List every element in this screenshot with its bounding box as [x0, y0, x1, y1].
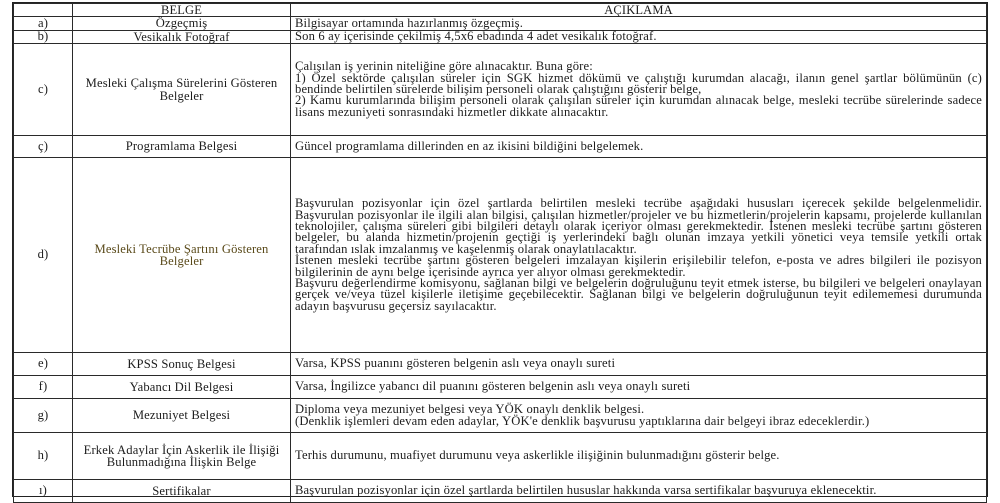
- table-row: [14, 30, 987, 44]
- table-row: [14, 158, 987, 353]
- row-key: c): [14, 44, 73, 136]
- table-row: [14, 480, 987, 503]
- aciklama-paragraph: 1) Özel sektörde çalışılan süreler için SGK hizmet dökümü ve çalıştığı kurumdan alacağı, ilanın genel şartlar bölümünün (c) bendinde belirtilen sürelerde bilişim personeli olarak çalıştığını gösterir belge,: [295, 70, 982, 96]
- table-header-row: [14, 4, 987, 17]
- row-belge: Mesleki Tecrübe Şartını Gösteren Belgeler: [73, 158, 291, 353]
- table-row: [14, 353, 987, 376]
- row-key: e): [14, 353, 73, 376]
- aciklama-paragraph: Güncel programlama dillerinden en az ikisini bildiğini belgelemek.: [295, 138, 644, 153]
- row-key: b): [14, 30, 73, 44]
- required-documents-table: [13, 3, 987, 503]
- row-belge: KPSS Sonuç Belgesi: [73, 353, 291, 376]
- aciklama-paragraph: Varsa, İngilizce yabancı dil puanını gösteren belgenin aslı veya onaylı sureti: [295, 379, 691, 394]
- aciklama-paragraph: Son 6 ay içerisinde çekilmiş 4,5x6 ebadında 4 adet vesikalık fotoğraf.: [295, 29, 657, 44]
- row-aciklama: [291, 136, 987, 158]
- row-belge: Özgeçmiş: [73, 17, 291, 31]
- aciklama-paragraph: (Denklik işlemleri devam eden adaylar, YÖK'e denklik başvurusu yaptıklarına dair belgeyi ibraz edeceklerdir.): [295, 413, 870, 428]
- aciklama-paragraph: Başvurulan pozisyonlar için özel şartlarda belirtilen hususlar hakkında varsa sertifikalar başvuruya eklenecektir.: [295, 483, 877, 498]
- table-row: [14, 136, 987, 158]
- aciklama-paragraph: Terhis durumunu, muafiyet durumunu veya askerlikle ilişiğinin bulunmadığını gösterir belge.: [295, 448, 780, 463]
- row-key: ı): [14, 480, 73, 503]
- aciklama-paragraph: Çalışılan iş yerinin niteliğine göre alınacaktır. Buna göre:: [295, 59, 593, 74]
- row-belge: Yabancı Dil Belgesi: [73, 376, 291, 399]
- row-belge: Mezuniyet Belgesi: [73, 399, 291, 433]
- header-belge: BELGE: [73, 4, 291, 17]
- aciklama-paragraph: Başvurulan pozisyonlar için özel şartlarda belirtilen mesleki tecrübe aşağıdaki hususları içerecek şekilde belgelenmelidir. Başvurulan pozisyonlar ile ilgili alan bilgisi, çalışılan hizmetler/projeler ve bu hizmetlerin/projelerin kapsamı, projelerde kullanılan teknolojiler, çalışma süreleri gibi bilgileri detaylı olarak içeriyor olması gerekmektedir. İstenen mesleki tecrübe şartını gösteren belgeler, bu alanda hizmetin/projenin geçtiği iş yerlerindeki bağlı olunan imzaya yetkili yönetici veya temsile yetkili ortak tarafından ıslak imzalanmış ve kaşelenmiş olarak onaylatılacaktır.: [295, 196, 982, 256]
- row-belge: Sertifikalar: [73, 480, 291, 503]
- row-key: a): [14, 17, 73, 31]
- table-row: [14, 399, 987, 433]
- row-aciklama: [291, 44, 987, 136]
- row-key: d): [14, 158, 73, 353]
- row-key: h): [14, 433, 73, 480]
- header-index: [14, 4, 73, 17]
- aciklama-paragraph: 2) Kamu kurumlarında bilişim personeli olarak çalışılan süreler için kurumdan alınacak belge, mesleki tecrübe sürelerinde sadece lisans mezuniyeti sonrasındaki hizmetler dikkate alınacaktır.: [295, 93, 982, 119]
- row-aciklama: [291, 433, 987, 480]
- row-aciklama: [291, 376, 987, 399]
- document-table-container: [12, 2, 988, 497]
- row-aciklama: [291, 17, 987, 31]
- table-row: [14, 376, 987, 399]
- row-aciklama: [291, 353, 987, 376]
- aciklama-paragraph: Başvuru değerlendirme komisyonu, sağlanan bilgi ve belgelerin doğruluğunu teyit etmek isterse, bu bilgileri ve belgeleri onaylayan gerçek ve/veya tüzel kişilerle iletişime geçebilecektir. Sağlanan bilgi ve belgelerin doğruluğunun teyit edilememesi durumunda adayın başvurusu geçersiz sayılacaktır.: [295, 276, 982, 313]
- row-key: ç): [14, 136, 73, 158]
- row-aciklama: [291, 399, 987, 433]
- row-belge: Programlama Belgesi: [73, 136, 291, 158]
- row-aciklama: [291, 30, 987, 44]
- header-aciklama: AÇIKLAMA: [291, 4, 987, 17]
- row-key: f): [14, 376, 73, 399]
- aciklama-paragraph: İstenen mesleki tecrübe şartını gösteren belgeleri imzalayan kişilerin erişilebilir telefon, e-posta ve adres bilgileri ile pozisyon bilgilerinin de aynı belge içerisinde ayrıca yer alıyor olması gerekmektedir.: [295, 253, 982, 279]
- row-belge: Vesikalık Fotoğraf: [73, 30, 291, 44]
- row-belge: Mesleki Çalışma Sürelerini Gösteren Belgeler: [73, 44, 291, 136]
- table-row: [14, 17, 987, 31]
- aciklama-paragraph: Varsa, KPSS puanını gösteren belgenin aslı veya onaylı sureti: [295, 356, 616, 371]
- table-row: [14, 433, 987, 480]
- aciklama-paragraph: Bilgisayar ortamında hazırlanmış özgeçmiş.: [295, 15, 524, 30]
- table-row: [14, 44, 987, 136]
- aciklama-paragraph: Diploma veya mezuniyet belgesi veya YÖK onaylı denklik belgesi.: [295, 402, 645, 417]
- row-aciklama: [291, 480, 987, 503]
- row-key: g): [14, 399, 73, 433]
- row-aciklama: [291, 158, 987, 353]
- row-belge: Erkek Adaylar İçin Askerlik ile İlişiği Bulunmadığına İlişkin Belge: [73, 433, 291, 480]
